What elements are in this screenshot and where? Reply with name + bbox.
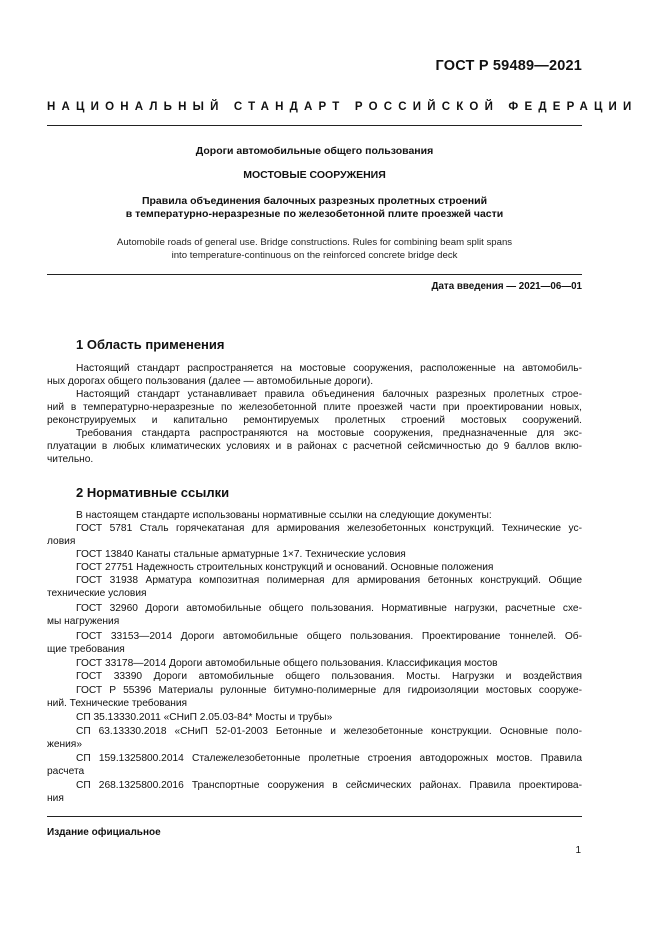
title-series: Дороги автомобильные общего пользования [195, 145, 434, 157]
section-1-line: Требования стандарта распространяются на мостовые сооружения, предназначенные для экс- [76, 428, 582, 439]
section-1-line: ний в температурно-неразрезные по железобетонной плите проезжей части при проектировании новых, [47, 402, 582, 413]
reference-sp-35: СП 35.13330.2011 «СНиП 2.05.03-84* Мосты и трубы» [76, 712, 333, 723]
reference-continuation: жения» [47, 739, 82, 750]
title-english-line-2: into temperature-continuous on the reinforced concrete bridge deck [171, 250, 458, 261]
reference-continuation: ния [47, 793, 64, 804]
page-number: 1 [575, 845, 581, 856]
title-subject: МОСТОВЫЕ СООРУЖЕНИЯ [243, 169, 386, 181]
reference-gost-33390: ГОСТ 33390 Дороги автомобильные общего пользования. Мосты. Нагрузки и воздействия [76, 671, 582, 682]
section-1-line: ных дорогах общего пользования (далее — автомобильные дороги). [47, 376, 374, 387]
title-name-line-1: Правила объединения балочных разрезных пролетных строений [141, 195, 488, 207]
section-2-line: В настоящем стандарте использованы нормативные ссылки на следующие документы: [76, 510, 492, 521]
reference-gost-r-55396: ГОСТ Р 55396 Материалы рулонные битумно-полимерные для гидроизоляции мостовых сооруже- [76, 685, 582, 696]
national-standard-banner: НАЦИОНАЛЬНЫЙ СТАНДАРТ РОССИЙСКОЙ ФЕДЕРАЦИИ [47, 101, 638, 113]
reference-gost-13840: ГОСТ 13840 Канаты стальные арматурные 1×7. Технические условия [76, 549, 406, 560]
title-english-line-1: Automobile roads of general use. Bridge constructions. Rules for combining beam split spans [116, 237, 513, 248]
top-rule [47, 125, 582, 126]
reference-sp-63: СП 63.13330.2018 «СНиП 52-01-2003 Бетонные и железобетонные конструкции. Основные поло- [76, 726, 582, 737]
title-name-line-2: в температурно-неразрезные по железобетонной плите проезжей части [125, 208, 504, 220]
reference-sp-159: СП 159.1325800.2014 Сталежелезобетонные пролетные строения автодорожных мостов. Правила [76, 753, 582, 764]
section-1-line: плуатации в любых климатических условиях и в районах с расчетной сейсмичностью до 9 баллов вклю- [47, 441, 582, 452]
section-1-line: Настоящий стандарт распространяется на мостовые сооружения, расположенные на автомобиль- [76, 363, 582, 374]
reference-gost-32960: ГОСТ 32960 Дороги автомобильные общего пользования. Нормативные нагрузки, расчетные схе- [76, 603, 582, 614]
reference-gost-27751: ГОСТ 27751 Надежность строительных конструкций и оснований. Основные положения [76, 562, 494, 573]
reference-continuation: расчета [47, 766, 85, 777]
reference-gost-5781: ГОСТ 5781 Сталь горячекатаная для армирования железобетонных конструкций. Технические ус- [76, 523, 582, 534]
section-1-heading: 1 Область применения [76, 337, 225, 352]
gost-code: ГОСТ Р 59489—2021 [435, 58, 582, 74]
reference-gost-33178: ГОСТ 33178—2014 Дороги автомобильные общего пользования. Классификация мостов [76, 658, 498, 669]
title-rule [47, 274, 582, 275]
reference-continuation: щие требования [47, 644, 125, 655]
section-1-line: чительно. [47, 454, 94, 465]
reference-continuation: ний. Технические требования [47, 698, 188, 709]
reference-continuation: ловия [47, 536, 76, 547]
introduction-date: Дата введения — 2021—06—01 [431, 281, 582, 292]
reference-continuation: технические условия [47, 588, 147, 599]
reference-gost-31938: ГОСТ 31938 Арматура композитная полимерная для армирования бетонных конструкций. Общие [76, 575, 582, 586]
official-edition-label: Издание официальное [47, 827, 161, 838]
section-1-line: Настоящий стандарт устанавливает правила объединения балочных разрезных пролетных строе- [76, 389, 582, 400]
reference-gost-33153: ГОСТ 33153—2014 Дороги автомобильные общего пользования. Проектирование тоннелей. Об- [76, 631, 582, 642]
footer-rule [47, 816, 582, 817]
reference-sp-268: СП 268.1325800.2016 Транспортные сооружения в сейсмических районах. Правила проектирова- [76, 780, 582, 791]
reference-continuation: мы нагружения [47, 616, 120, 627]
section-1-line: реконструируемых и капитально ремонтируемых пролетных строений мостовых сооружений. [47, 415, 582, 426]
section-2-heading: 2 Нормативные ссылки [76, 485, 230, 500]
